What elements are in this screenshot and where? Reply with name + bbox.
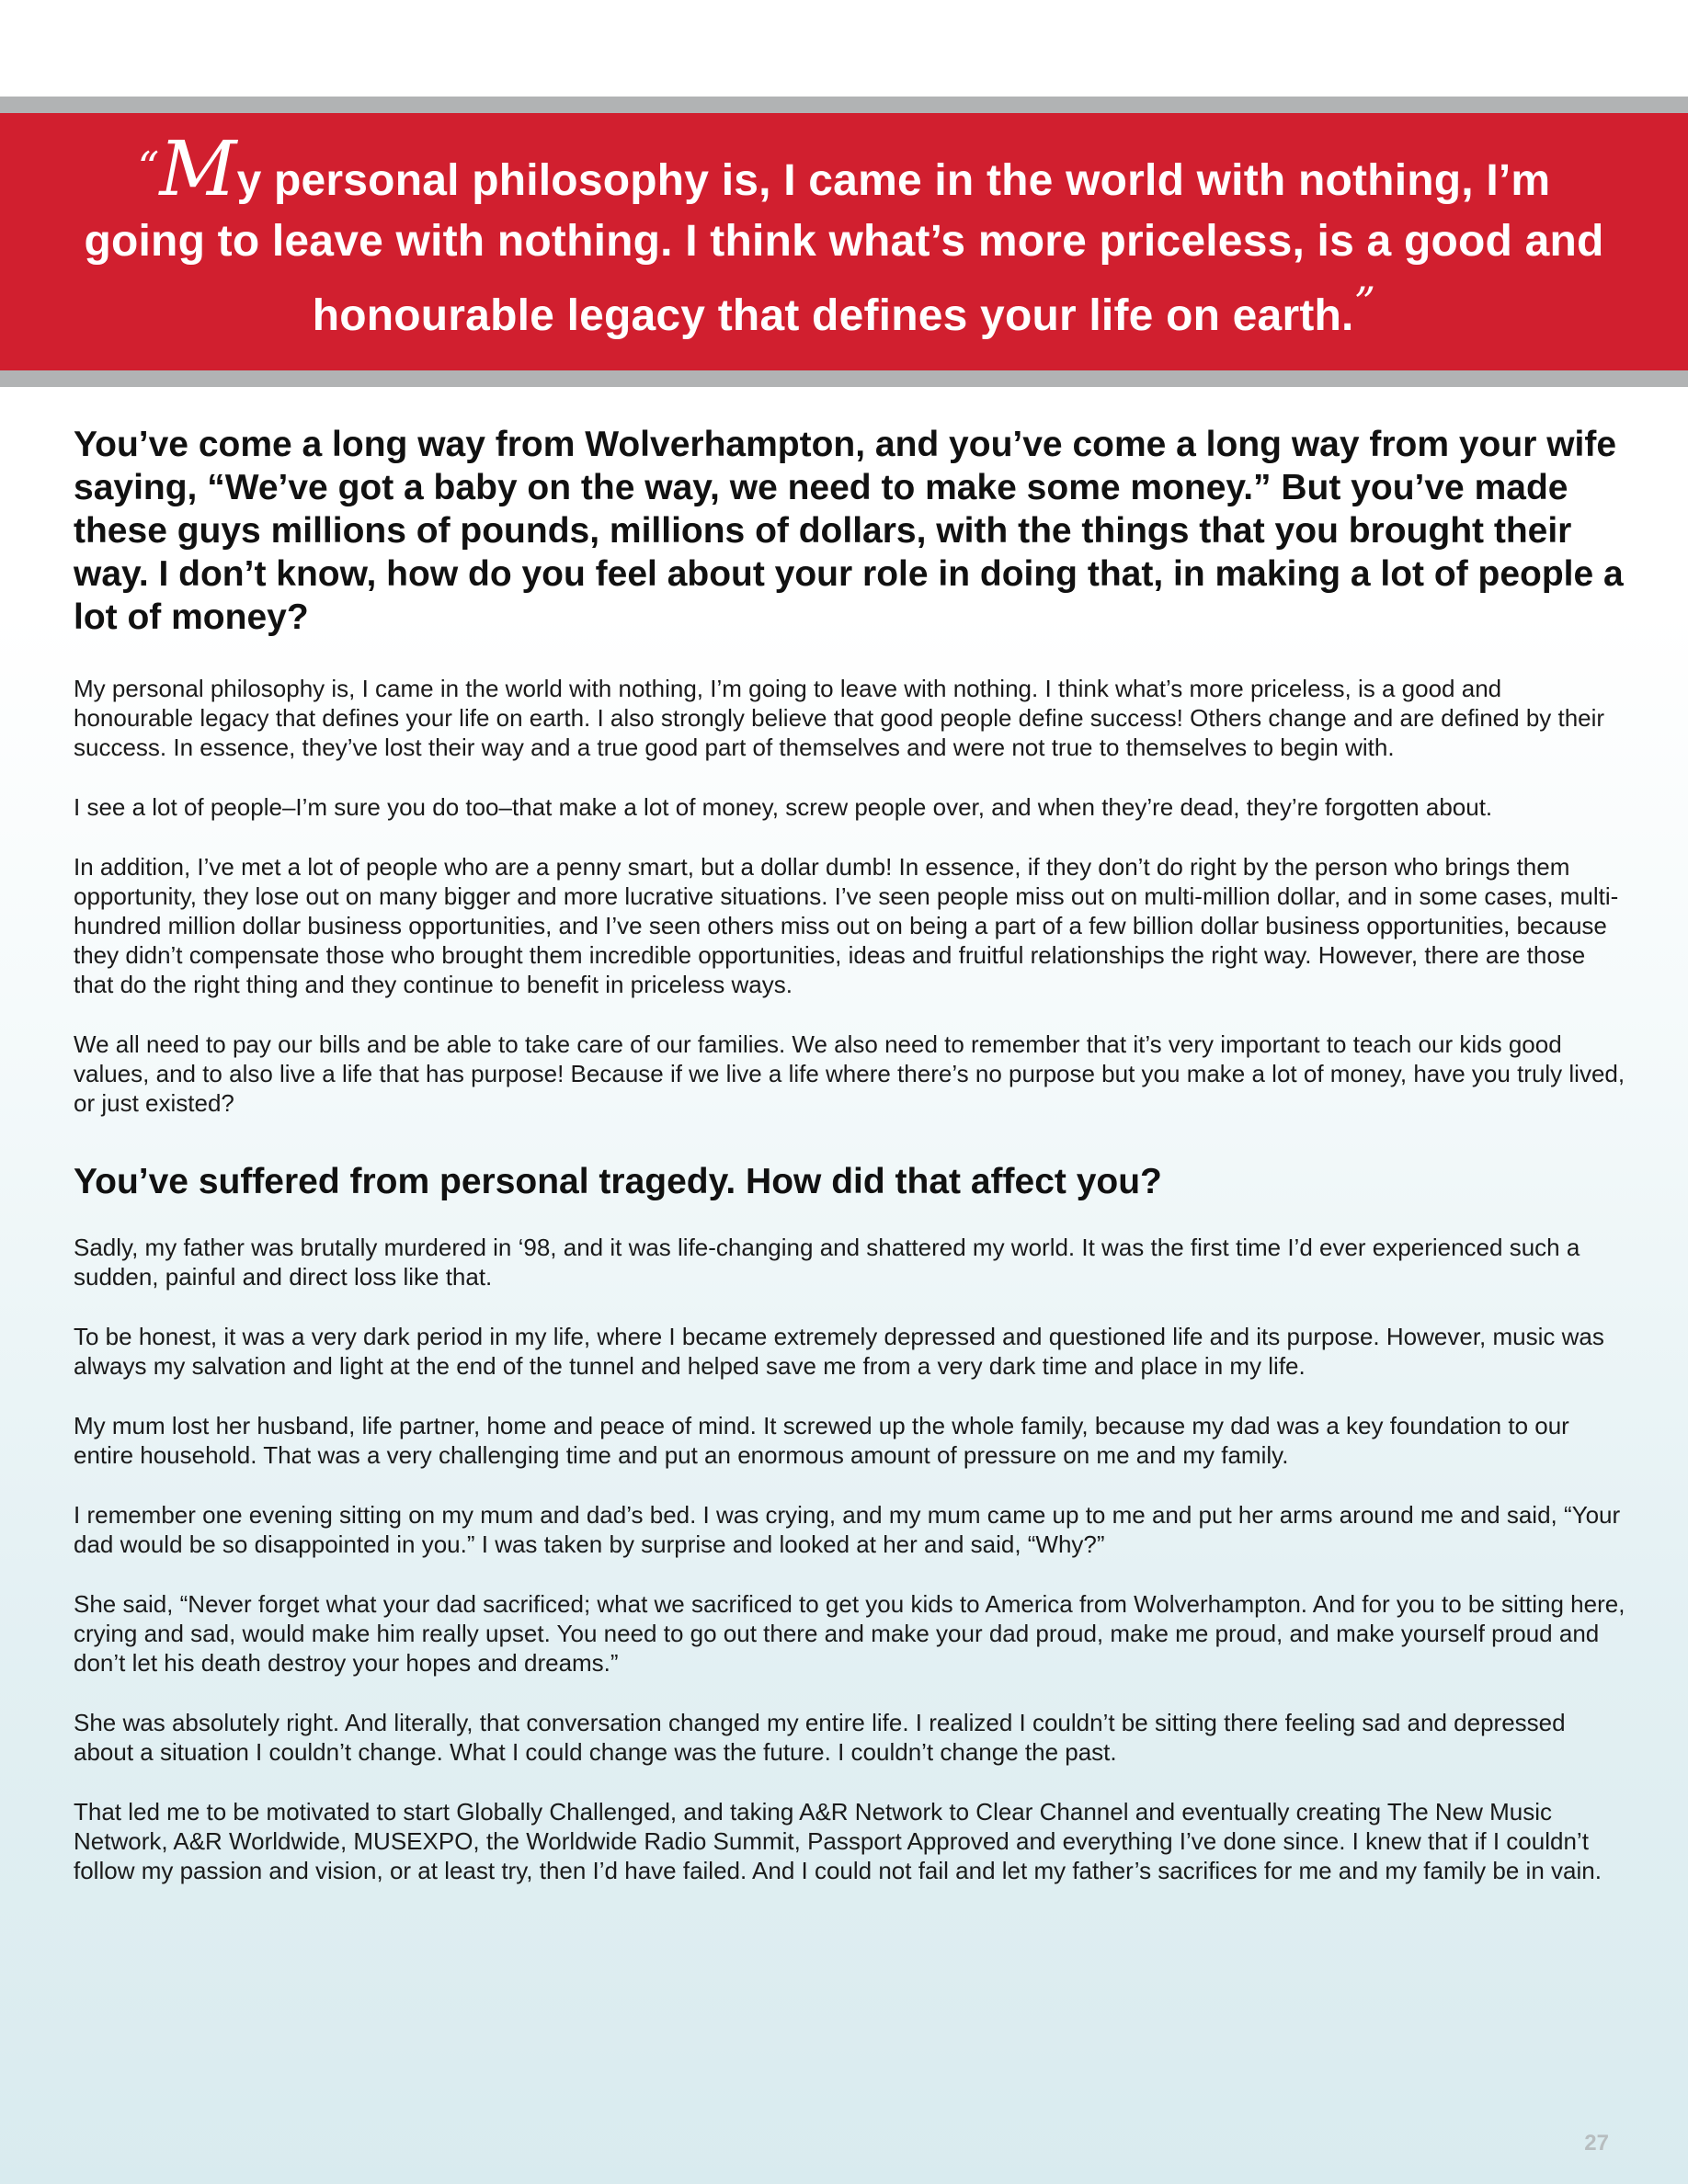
pull-quote-text: y personal philosophy is, I came in the world with nothing, I’m going to leave with nothing. I think what’s more priceless, is a good and honourable legacy that defines your life on earth. [84,156,1604,340]
answer-paragraph: My mum lost her husband, life partner, home and peace of mind. It screwed up the whole family, because my dad was a key foundation to our entire household. That was a very challenging time and put an enormous amount of pressure on me and my family. [74,1412,1569,1469]
answer-paragraph: I see a lot of people–I’m sure you do too–that make a lot of money, screw people over, and when they’re dead, they’re forgotten about. [74,793,1493,821]
answer-paragraph: In addition, I’ve met a lot of people who are a penny smart, but a dollar dumb! In essence, if they don’t do right by the person who brings them opportunity, they lose out on many bigger and more lucrative situations. I’ve seen people miss out on multi-million dollar, and in some cases, multi-hundred million dollar business opportunities, and I’ve seen others miss out on being a part of a few billion dollar business opportunities, because they didn’t compensate those who brought them incredible opportunities, ideas and fruitful relationships the right way. However, there are those that do the right thing and they continue to benefit in priceless ways. [74,853,1619,998]
answer-paragraph: That led me to be motivated to start Globally Challenged, and taking A&R Network to Clear Channel and eventually creating The New Music Network, A&R Worldwide, MUSEXPO, the Worldwide Radio Summit, Passport Approved and everything I’ve done since. I knew that if I couldn’t follow my passion and vision, or at least try, then I’d have failed. And I could not fail and let my father’s sacrifices for me and my family be in vain. [74,1798,1602,1884]
page-number: 27 [1584,2131,1609,2156]
question-heading-1: You’ve come a long way from Wolverhampton, and you’ve come a long way from your wife saying, “We’ve got a baby on the way, we need to make some money.” But you’ve made these guys millions of pounds, millions of dollars, with the things that you brought their way. I don’t know, how do you feel about your role in doing that, in making a lot of people a lot of money? [74,425,1624,637]
answer-paragraph: She was absolutely right. And literally, that conversation changed my entire life. I realized I couldn’t be sitting there feeling sad and depressed about a situation I couldn’t change. What I could change was the future. I couldn’t change the past. [74,1709,1566,1766]
pull-quote-initial: M [159,126,237,213]
answer-paragraph: I remember one evening sitting on my mum and dad’s bed. I was crying, and my mum came up to me and put her arms around me and said, “Your dad would be so disappointed in you.” I was taken by surprise and looked at her and said, “Why?” [74,1501,1621,1558]
open-quote-mark: “ [137,142,160,192]
pull-quote-banner [0,113,1688,370]
question-heading-2: You’ve suffered from personal tragedy. How did that affect you? [74,1162,1162,1201]
banner-top-band [0,97,1688,113]
answer-paragraph: To be honest, it was a very dark period in my life, where I became extremely depressed and questioned life and its purpose. However, music was always my salvation and light at the end of the tunnel and helped save me from a very dark time and place in my life. [74,1323,1604,1380]
close-quote-mark: ” [1353,278,1376,327]
article-body [74,423,1627,1916]
answer-paragraph: She said, “Never forget what your dad sacrificed; what we sacrificed to get you kids to America from Wolverhampton. And for you to be sitting here, crying and sad, would make him really upset. You need to go out there and make your dad proud, make me proud, and make yourself proud and don’t let his death destroy your hopes and dreams.” [74,1590,1625,1677]
answer-paragraph: Sadly, my father was brutally murdered in ‘98, and it was life-changing and shattered my world. It was the first time I’d ever experienced such a sudden, painful and direct loss like that. [74,1234,1580,1291]
answer-paragraph: My personal philosophy is, I came in the world with nothing, I’m going to leave with nothing. I think what’s more priceless, is a good and honourable legacy that defines your life on earth. I also strongly believe that good people define success! Others change and are defined by their success. In essence, they’ve lost their way and a true good part of themselves and were not true to themselves to begin with. [74,675,1605,761]
banner-bottom-band [0,370,1688,387]
pull-quote [83,126,1605,347]
answer-paragraph: We all need to pay our bills and be able to take care of our families. We also need to remember that it’s very important to teach our kids good values, and to also live a life that has purpose! Because if we live a life where there’s no purpose but you make a lot of money, have you truly lived, or just existed? [74,1030,1625,1117]
